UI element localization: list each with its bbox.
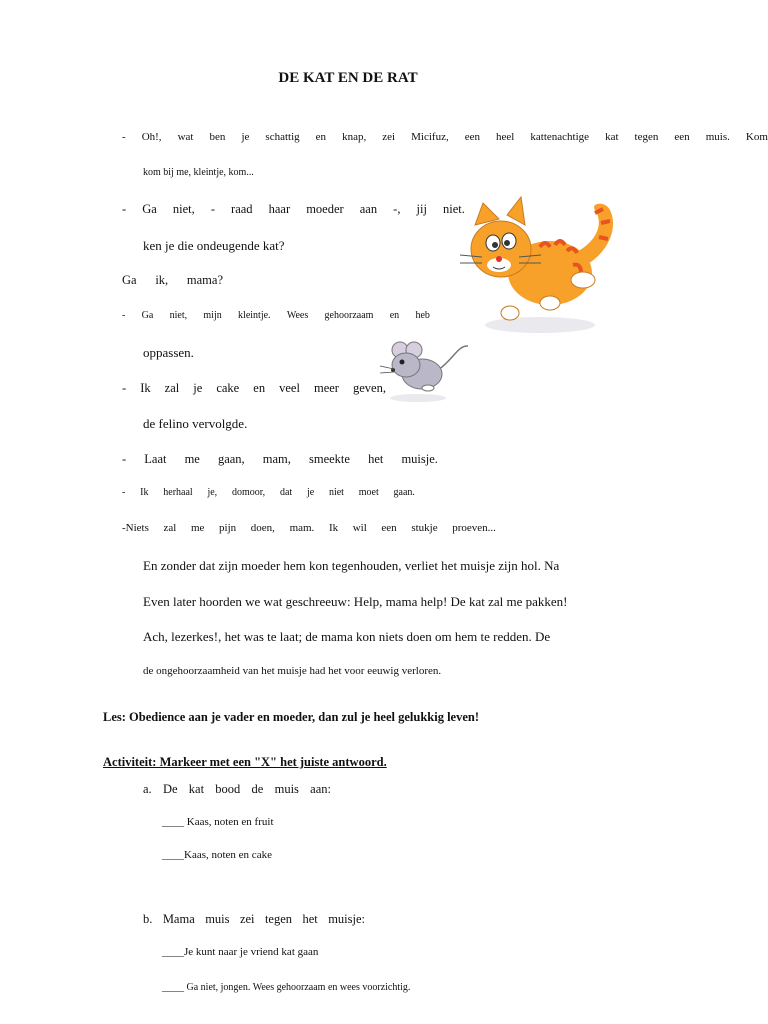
cat-mid-paw xyxy=(540,296,560,310)
word: herhaal xyxy=(163,487,193,498)
word: - xyxy=(122,381,127,395)
word: doen, xyxy=(250,522,275,534)
word: meer xyxy=(313,381,339,395)
answer-b2-blank: ____ xyxy=(162,981,184,993)
story-line-3 xyxy=(122,202,465,217)
word: Micifuz, xyxy=(411,131,449,143)
story-paragraph-4: de ongehoorzaamheid van het muisje had het voor eeuwig verloren. xyxy=(143,665,442,677)
word: een xyxy=(381,522,397,534)
cat-right-pupil xyxy=(504,240,510,246)
story-line-2: kom bij me, kleintje, kom... xyxy=(143,167,254,178)
word: Kom xyxy=(745,131,768,143)
answer-a1[interactable]: ____ Kaas, noten en fruit xyxy=(162,816,274,828)
word: en xyxy=(253,381,266,395)
word: je xyxy=(306,487,315,498)
word: Wees xyxy=(286,310,309,321)
mouse-foot xyxy=(422,385,434,391)
word: jij xyxy=(416,202,427,216)
word: heel xyxy=(496,131,515,143)
answer-b1[interactable]: ____Je kunt naar je vriend kat gaan xyxy=(162,946,319,958)
story-paragraph-1: En zonder dat zijn moeder hem kon tegenhouden, verliet het muisje zijn hol. Na xyxy=(143,558,560,573)
word: Ik xyxy=(328,522,339,534)
word: - xyxy=(122,452,127,466)
word: geven, xyxy=(352,381,386,395)
word: aan xyxy=(359,202,378,216)
word: a. xyxy=(143,782,152,796)
word: het xyxy=(368,452,384,466)
word: zei xyxy=(239,912,255,926)
mouse-tail xyxy=(438,346,468,370)
word: ben xyxy=(209,131,226,143)
word: wil xyxy=(352,522,367,534)
word: veel xyxy=(279,381,300,395)
word: je xyxy=(193,381,203,395)
mouse-illustration xyxy=(378,340,473,405)
word: pijn xyxy=(219,522,237,534)
word: een xyxy=(464,131,480,143)
word: moet xyxy=(358,487,379,498)
word: smeekte xyxy=(309,452,350,466)
word: kat xyxy=(605,131,619,143)
word: niet, xyxy=(169,310,188,321)
word: -Niets xyxy=(122,522,149,534)
word: gehoorzaam xyxy=(324,310,374,321)
word: de xyxy=(251,782,264,796)
word: gaan, xyxy=(217,452,245,466)
story-line-12 xyxy=(122,522,496,534)
word: kattenachtige xyxy=(530,131,590,143)
word: heb xyxy=(415,310,430,321)
word: - xyxy=(210,202,215,216)
story-line-6 xyxy=(122,310,430,321)
word: knap, xyxy=(342,131,367,143)
cat-right-ear xyxy=(507,197,525,225)
answer-a2[interactable]: ____Kaas, noten en cake xyxy=(162,849,272,861)
word: kat xyxy=(188,782,205,796)
cat-shadow xyxy=(485,317,595,333)
word: Ik xyxy=(140,381,151,395)
story-line-10 xyxy=(122,452,438,467)
word: Ga xyxy=(141,310,154,321)
word: muisje: xyxy=(328,912,365,926)
story-line-9: de felino vervolgde. xyxy=(143,416,248,431)
word: haar xyxy=(268,202,291,216)
word: domoor, xyxy=(231,487,266,498)
word: een xyxy=(674,131,690,143)
word: muis. xyxy=(705,131,730,143)
document-title: DE KAT EN DE RAT xyxy=(278,70,418,86)
word: tegen xyxy=(634,131,659,143)
word: - xyxy=(122,487,126,498)
word: me xyxy=(190,522,205,534)
lesson-text: Les: Obedience aan je vader en moeder, dan zul je heel gelukkig leven! xyxy=(103,710,480,724)
mouse-head xyxy=(392,353,420,377)
word: muisje. xyxy=(401,452,438,466)
word: - xyxy=(122,131,126,143)
word: kleintje. xyxy=(238,310,271,321)
word: cake xyxy=(216,381,240,395)
word: Oh!, xyxy=(141,131,162,143)
word: b. xyxy=(143,912,153,926)
word: - xyxy=(122,202,127,216)
word: zal xyxy=(163,522,177,534)
answer-b2-text: Ga niet, jongen. Wees gehoorzaam en wees voorzichtig. xyxy=(184,982,411,993)
story-line-1 xyxy=(122,131,768,143)
cat-front-paw xyxy=(501,306,519,320)
word: Ik xyxy=(140,487,149,498)
word: muis xyxy=(274,782,299,796)
word: ik, xyxy=(155,273,169,287)
cat-illustration xyxy=(455,185,630,340)
question-a xyxy=(143,782,331,797)
word: proeven... xyxy=(452,522,496,534)
story-line-7: oppassen. xyxy=(143,345,194,360)
cat-back-paw xyxy=(571,272,595,288)
word: mam. xyxy=(289,522,315,534)
word: je, xyxy=(207,487,218,498)
mouse-shadow xyxy=(390,394,446,402)
word: wat xyxy=(177,131,194,143)
word: Mama xyxy=(162,912,195,926)
story-line-4: ken je die ondeugende kat? xyxy=(143,238,285,253)
word: tegen xyxy=(264,912,293,926)
word: De xyxy=(162,782,178,796)
word: en xyxy=(389,310,400,321)
word: mama? xyxy=(186,273,223,287)
word: muis xyxy=(205,912,230,926)
cat-left-pupil xyxy=(492,242,498,248)
word: dat xyxy=(279,487,293,498)
answer-b2[interactable] xyxy=(162,977,410,995)
word: raad xyxy=(231,202,253,216)
word: mam, xyxy=(262,452,291,466)
word: mijn xyxy=(203,310,222,321)
word: zei xyxy=(382,131,396,143)
story-paragraph-2: Even later hoorden we wat geschreeuw: Help, mama help! De kat zal me pakken! xyxy=(143,594,568,609)
word: gaan. xyxy=(393,487,415,498)
word: moeder xyxy=(306,202,344,216)
word: Ga xyxy=(122,273,137,287)
activity-heading: Activiteit: Markeer met een "X" het juiste antwoord. xyxy=(103,755,387,769)
word: niet. xyxy=(443,202,465,216)
story-line-11 xyxy=(122,487,415,498)
word: -, xyxy=(393,202,401,216)
word: stukje xyxy=(411,522,438,534)
word: - xyxy=(122,310,126,321)
question-b xyxy=(143,912,365,927)
word: schattig xyxy=(265,131,300,143)
story-line-8 xyxy=(122,381,386,396)
word: Ga xyxy=(142,202,157,216)
word: aan: xyxy=(310,782,331,796)
word: het xyxy=(302,912,318,926)
word: je xyxy=(241,131,250,143)
word: niet xyxy=(328,487,344,498)
word: zal xyxy=(164,381,180,395)
word: niet, xyxy=(172,202,195,216)
story-paragraph-3: Ach, lezerkes!, het was te laat; de mama kon niets doen om hem te redden. De xyxy=(143,629,551,644)
mouse-eye xyxy=(400,360,405,365)
story-line-5 xyxy=(122,273,223,288)
word: Laat xyxy=(144,452,167,466)
word: en xyxy=(315,131,327,143)
word: me xyxy=(184,452,200,466)
cat-nose xyxy=(496,256,502,262)
word: bood xyxy=(215,782,241,796)
